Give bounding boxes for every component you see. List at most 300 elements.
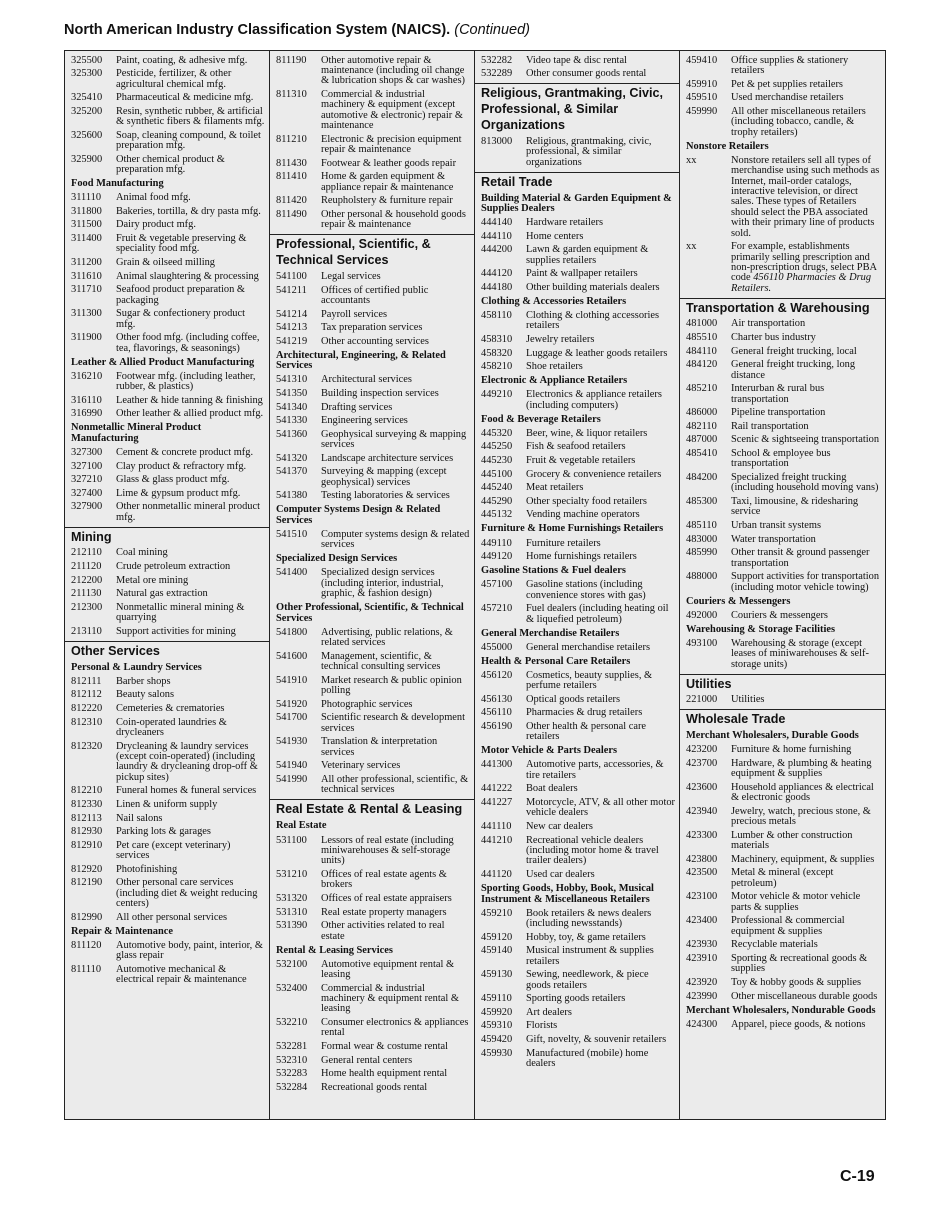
industry-description — [526, 708, 675, 718]
code-entry — [680, 853, 885, 867]
description-text: Scientific research & development services — [321, 712, 465, 734]
industry-description — [526, 671, 675, 692]
industry-description — [731, 855, 881, 865]
code-entry — [270, 308, 474, 322]
description-text: Support activities for mining — [116, 625, 236, 637]
code-entry — [475, 907, 679, 931]
description-text: Crude petroleum extraction — [116, 560, 231, 572]
industry-description — [116, 603, 265, 624]
code-entry — [475, 482, 679, 496]
naics-code: 311200 — [71, 257, 102, 269]
description-text: School & employee bus transportation — [731, 447, 831, 470]
industry-description — [526, 497, 675, 507]
industry-description — [116, 786, 265, 796]
code-entry — [680, 915, 885, 939]
naics-code: 459210 — [481, 907, 513, 919]
naics-code: 423990 — [686, 990, 718, 1002]
naics-code: 541930 — [276, 736, 308, 748]
industry-description — [526, 245, 675, 266]
code-entry — [475, 551, 679, 565]
industry-description — [526, 539, 675, 549]
industry-description — [526, 483, 675, 493]
industry-description — [731, 639, 881, 670]
industry-description — [731, 535, 881, 545]
section-heading: Religious, Grantmaking, Civic, Professional, & Similar Organizations — [475, 83, 679, 135]
naics-code: 458310 — [481, 334, 513, 346]
industry-description — [116, 409, 265, 419]
industry-description — [321, 454, 470, 464]
industry-description — [321, 172, 470, 193]
code-entry — [680, 533, 885, 547]
industry-description — [526, 798, 675, 819]
description-text: Pipeline transportation — [731, 407, 826, 419]
naics-code: 541350 — [276, 387, 308, 399]
industry-description — [321, 700, 470, 710]
naics-code: 458320 — [481, 347, 513, 359]
description-text: Offices of real estate agents & brokers — [321, 868, 447, 891]
code-entry — [65, 460, 269, 474]
code-entry — [680, 318, 885, 332]
code-entry — [65, 675, 269, 689]
industry-description — [526, 311, 675, 332]
code-entry — [475, 361, 679, 375]
industry-description — [526, 390, 675, 411]
subsection-heading: Real Estate — [276, 820, 327, 832]
industry-description — [321, 337, 470, 347]
industry-description — [731, 435, 881, 445]
naics-code: 483000 — [686, 533, 718, 545]
naics-code: xx — [686, 241, 697, 253]
naics-code: 812112 — [71, 689, 102, 701]
description-text: Other nonmetallic mineral product mfg. — [116, 501, 260, 523]
industry-description — [116, 742, 265, 784]
naics-code: 457100 — [481, 579, 513, 591]
description-text: Fish & seafood retailers — [526, 441, 626, 453]
industry-description — [321, 894, 470, 904]
naics-code: 311900 — [71, 332, 102, 344]
naics-code: 485110 — [686, 519, 717, 531]
naics-code: 541360 — [276, 428, 308, 440]
section-heading: Professional, Scientific, & Technical Services — [270, 234, 474, 270]
naics-code: 812310 — [71, 716, 103, 728]
industry-description — [116, 502, 265, 523]
code-entry — [475, 509, 679, 523]
industry-description — [116, 234, 265, 255]
code-entry — [270, 428, 474, 452]
code-entry — [475, 244, 679, 268]
naics-code: 316110 — [71, 394, 102, 406]
industry-description — [321, 870, 470, 891]
naics-code: 459930 — [481, 1047, 513, 1059]
naics-code: 532210 — [276, 1017, 308, 1029]
code-entry — [65, 205, 269, 219]
naics-code: 458110 — [481, 310, 512, 322]
description-text: Soap, cleaning compound, & toilet preparation mfg. — [116, 129, 261, 152]
code-entry — [680, 495, 885, 519]
code-entry — [270, 1016, 474, 1040]
industry-description — [321, 568, 470, 599]
code-entry — [680, 1018, 885, 1032]
naics-code: 211120 — [71, 560, 102, 572]
industry-description — [116, 107, 265, 128]
industry-description — [731, 408, 881, 418]
code-entry — [475, 309, 679, 333]
industry-description — [526, 784, 675, 794]
naics-code: 811410 — [276, 171, 307, 183]
description-text: Florists — [526, 1020, 558, 1032]
subsection-heading: Building Material & Garden Equipment & Supplies Dealers — [481, 192, 672, 215]
naics-code: 325410 — [71, 92, 103, 104]
naics-code: 221000 — [686, 694, 718, 706]
naics-code: 811210 — [276, 133, 307, 145]
naics-code: 812920 — [71, 863, 103, 875]
subsection-heading: Personal & Laundry Services — [71, 661, 202, 673]
naics-code: 325900 — [71, 153, 103, 165]
description-text: Natural gas extraction — [116, 588, 208, 600]
description-text: Pesticide, fertilizer, & other agricultural chemical mfg. — [116, 68, 232, 90]
industry-description — [526, 56, 675, 66]
industry-description — [321, 90, 470, 132]
naics-code: 532400 — [276, 982, 308, 994]
description-text: Offices of real estate appraisers — [321, 892, 452, 904]
industry-description — [526, 1021, 675, 1031]
naics-code: 445240 — [481, 482, 513, 494]
description-text: Religious, grantmaking, civic, professional, & similar organizations — [526, 135, 652, 168]
description-text: Book retailers & news dealers (including newsstands) — [526, 907, 652, 930]
subsection-heading: Leather & Allied Product Manufacturing — [71, 356, 255, 368]
page-title — [64, 22, 530, 38]
description-text: Other automotive repair & maintenance (including oil change & lubrication shops & car washes) — [321, 54, 465, 87]
industry-description — [526, 836, 675, 867]
industry-description — [526, 552, 675, 562]
naics-code: 311110 — [71, 192, 102, 204]
naics-code: 211130 — [71, 588, 102, 600]
code-entry — [270, 374, 474, 388]
industry-description — [526, 429, 675, 439]
subsection-heading: General Merchandise Retailers — [481, 627, 620, 639]
code-entry — [475, 537, 679, 551]
industry-description — [731, 940, 881, 950]
code-entry — [270, 674, 474, 698]
code-entry — [65, 601, 269, 625]
description-text: Recreational vehicle dealers (including motor home & travel trailer dealers) — [526, 834, 659, 867]
naics-code: 212200 — [71, 574, 103, 586]
industry-description — [321, 210, 470, 231]
naics-code: 541940 — [276, 760, 308, 772]
code-entry — [65, 408, 269, 422]
industry-description — [321, 56, 470, 87]
code-entry — [475, 945, 679, 969]
subsection-heading: Merchant Wholesalers, Nondurable Goods — [686, 1004, 876, 1016]
description-text: Office supplies & stationery retailers — [731, 54, 849, 76]
naics-code: 311300 — [71, 308, 102, 320]
naics-code: 485510 — [686, 331, 718, 343]
code-entry — [270, 1040, 474, 1054]
section-heading: Other Services — [65, 641, 269, 661]
description-text: Automotive equipment rental & leasing — [321, 958, 455, 981]
description-text: Dairy product mfg. — [116, 219, 196, 231]
industry-description — [116, 827, 265, 837]
description-text: General merchandise retailers — [526, 641, 651, 653]
industry-description — [526, 722, 675, 743]
industry-description — [731, 954, 881, 975]
section-heading: Mining — [65, 527, 269, 547]
industry-description — [116, 965, 265, 986]
description-text: Air transportation — [731, 318, 806, 330]
naics-code: 531310 — [276, 906, 308, 918]
industry-description — [321, 323, 470, 333]
description-text: Art dealers — [526, 1006, 572, 1018]
naics-code: 812320 — [71, 740, 103, 752]
code-entry — [65, 963, 269, 987]
naics-code: 532289 — [481, 68, 513, 80]
description-text: Lessors of real estate (including miniwarehouses & self-storage units) — [321, 834, 454, 867]
naics-code: 441227 — [481, 797, 513, 809]
naics-code: 487000 — [686, 434, 718, 446]
industry-description — [321, 1042, 470, 1052]
industry-description — [526, 470, 675, 480]
naics-code: 531320 — [276, 892, 308, 904]
code-entry — [475, 230, 679, 244]
description-text: Other activities related to real estate — [321, 920, 445, 942]
code-entry — [680, 434, 885, 448]
naics-code: 459910 — [686, 78, 718, 90]
industry-description — [526, 1008, 675, 1018]
code-entry — [65, 54, 269, 68]
industry-description — [526, 232, 675, 242]
description-text: Motor vehicle & motor vehicle parts & supplies — [731, 891, 861, 913]
code-entry — [65, 740, 269, 785]
code-entry — [680, 609, 885, 623]
code-entry — [680, 939, 885, 953]
description-text: Footwear & leather goods repair — [321, 157, 457, 169]
industry-description — [321, 310, 470, 320]
description-text: All other miscellaneous retailers (including tobacco, candle, & trophy retailers) — [731, 105, 866, 138]
description-text: All other personal services — [116, 911, 228, 923]
code-entry — [65, 689, 269, 703]
code-entry — [680, 519, 885, 533]
code-entry — [65, 560, 269, 574]
naics-code: 311500 — [71, 219, 102, 231]
naics-code: 459110 — [481, 993, 512, 1005]
code-entry — [270, 195, 474, 209]
description-text: Other specialty food retailers — [526, 495, 647, 507]
table-column — [680, 51, 885, 1119]
industry-description — [116, 396, 265, 406]
industry-description — [116, 475, 265, 485]
code-entry — [475, 579, 679, 603]
naics-code: 445230 — [481, 455, 513, 467]
industry-description — [526, 909, 675, 930]
naics-code: 484120 — [686, 359, 718, 371]
industry-description — [526, 456, 675, 466]
subsection-heading: Architectural, Engineering, & Related Services — [276, 349, 446, 372]
description-text: Hobby, toy, & game retailers — [526, 931, 646, 943]
description-text: Veterinary services — [321, 760, 401, 772]
code-entry — [65, 394, 269, 408]
industry-description — [321, 908, 470, 918]
industry-description — [321, 286, 470, 307]
code-entry — [270, 452, 474, 466]
subsection-heading: Health & Personal Care Retailers — [481, 655, 631, 667]
description-text: Animal slaughtering & processing — [116, 270, 259, 282]
naics-code: 485210 — [686, 383, 718, 395]
naics-code: 541700 — [276, 712, 308, 724]
industry-description — [321, 921, 470, 942]
description-text: Engineering services — [321, 415, 408, 427]
code-entry — [65, 270, 269, 284]
description-text: General freight trucking, local — [731, 345, 857, 357]
industry-description — [731, 360, 881, 381]
naics-code: 423930 — [686, 939, 718, 951]
code-entry — [65, 785, 269, 799]
naics-code-table — [64, 50, 886, 1120]
code-entry — [680, 407, 885, 421]
industry-description — [116, 489, 265, 499]
subsection-heading: Motor Vehicle & Parts Dealers — [481, 745, 618, 757]
industry-description — [321, 1083, 470, 1093]
naics-code: 532310 — [276, 1054, 308, 1066]
naics-code: 532282 — [481, 54, 513, 66]
industry-description — [526, 218, 675, 228]
code-entry — [475, 347, 679, 361]
code-entry — [270, 698, 474, 712]
industry-description — [731, 992, 881, 1002]
description-text: For example, establishments primarily selling prescription and non-prescription drugs, select PBA code — [731, 241, 877, 284]
code-entry — [680, 990, 885, 1004]
description-text: Used merchandise retailers — [731, 92, 844, 104]
description-text: Other accounting services — [321, 335, 429, 347]
code-entry — [270, 415, 474, 429]
subsection-heading: Sporting Goods, Hobby, Book, Musical Instrument & Miscellaneous Retailers — [481, 883, 654, 905]
industry-description — [526, 946, 675, 967]
description-text: Sugar & confectionery product mfg. — [116, 308, 245, 330]
naics-code: 541213 — [276, 322, 308, 334]
code-entry — [65, 716, 269, 740]
code-entry — [270, 760, 474, 774]
description-text: Manufactured (mobile) home dealers — [526, 1047, 649, 1070]
industry-description — [526, 643, 675, 653]
industry-description — [116, 814, 265, 824]
subsection-heading: Computer Systems Design & Related Services — [276, 504, 441, 526]
description-text: Support activities for transportation (including motor vehicle towing) — [731, 571, 880, 593]
code-entry — [475, 759, 679, 783]
description-text: Seafood product preparation & packaging — [116, 284, 245, 306]
naics-code: 812910 — [71, 839, 103, 851]
naics-code: 423600 — [686, 781, 718, 793]
code-entry — [65, 487, 269, 501]
description-text: Clothing & clothing accessories retailers — [526, 310, 660, 332]
industry-description — [321, 196, 470, 206]
code-entry — [65, 192, 269, 206]
code-entry — [65, 939, 269, 963]
industry-description — [526, 994, 675, 1004]
code-entry — [680, 383, 885, 407]
industry-description — [731, 422, 881, 432]
naics-code: 541370 — [276, 466, 308, 478]
naics-code: 459140 — [481, 945, 513, 957]
code-entry — [270, 322, 474, 336]
industry-description — [321, 1018, 470, 1039]
industry-description — [321, 467, 470, 488]
industry-description — [116, 841, 265, 862]
industry-description — [526, 870, 675, 880]
description-text: Nonmetallic mineral mining & quarrying — [116, 601, 245, 624]
code-entry — [270, 284, 474, 308]
subsection-heading: Food Manufacturing — [71, 178, 164, 190]
description-text: Other transit & ground passenger transportation — [731, 547, 870, 569]
naics-code: 541400 — [276, 567, 308, 579]
naics-code: 812210 — [71, 785, 103, 797]
naics-code: 484200 — [686, 471, 718, 483]
industry-description — [731, 242, 881, 294]
industry-description — [731, 695, 881, 705]
naics-code: 481000 — [686, 318, 718, 330]
code-entry — [65, 798, 269, 812]
industry-description — [321, 652, 470, 673]
description-text: Barber shops — [116, 675, 171, 687]
code-entry — [475, 427, 679, 441]
code-entry — [65, 332, 269, 356]
code-entry — [65, 702, 269, 716]
description-text: Household appliances & electrical & electronic goods — [731, 781, 874, 804]
description-text: Metal & mineral (except petroleum) — [731, 867, 834, 889]
industry-description — [526, 970, 675, 991]
code-entry — [270, 736, 474, 760]
code-entry — [475, 993, 679, 1007]
code-entry — [475, 468, 679, 482]
naics-code: 445320 — [481, 427, 513, 439]
description-text: Home & garden equipment & appliance repair & maintenance — [321, 171, 454, 193]
industry-description — [116, 272, 265, 282]
industry-description — [731, 497, 881, 518]
industry-description — [116, 627, 265, 637]
code-entry — [475, 868, 679, 882]
code-entry — [65, 474, 269, 488]
description-text: Lawn & garden equipment & supplies retailers — [526, 244, 649, 266]
code-entry — [65, 105, 269, 129]
description-text: Consumer electronics & appliances rental — [321, 1017, 469, 1039]
description-text: Management, scientific, & technical consulting services — [321, 650, 441, 673]
naics-code: 541340 — [276, 401, 308, 413]
code-entry — [65, 501, 269, 525]
code-entry — [270, 528, 474, 552]
code-entry — [475, 281, 679, 295]
description-text: Nonstore retailers sell all types of merchandise using such methods as Internet, mail-order catalogs, interactive television, or direct sales. These types of Retailers should select the PBA associated with their primary line of products sold. — [731, 154, 880, 239]
description-text: Other health & personal care retailers — [526, 720, 647, 743]
subsection-heading: Other Professional, Scientific, & Technical Services — [276, 602, 464, 624]
description-text: Pharmacies & drug retailers — [526, 707, 643, 719]
description-text: Sewing, needlework, & piece goods retailers — [526, 969, 649, 991]
naics-code: 541211 — [276, 284, 307, 296]
code-entry — [475, 54, 679, 68]
section-heading: Wholesale Trade — [680, 709, 885, 729]
naics-code: 449210 — [481, 389, 513, 401]
industry-description — [116, 913, 265, 923]
code-entry — [65, 232, 269, 256]
description-text: Cemeteries & crematories — [116, 702, 225, 714]
code-entry — [680, 54, 885, 78]
naics-code: 541510 — [276, 528, 308, 540]
code-entry — [475, 834, 679, 868]
code-entry — [65, 574, 269, 588]
description-text: Advertising, public relations, & related services — [321, 626, 453, 649]
description-text: Resin, synthetic rubber, & artificial & synthetic fibers & filaments mfg. — [116, 105, 265, 128]
description-text: Testing laboratories & services — [321, 490, 450, 502]
naics-code: 813000 — [481, 135, 513, 147]
industry-description — [116, 462, 265, 472]
code-entry — [680, 829, 885, 853]
